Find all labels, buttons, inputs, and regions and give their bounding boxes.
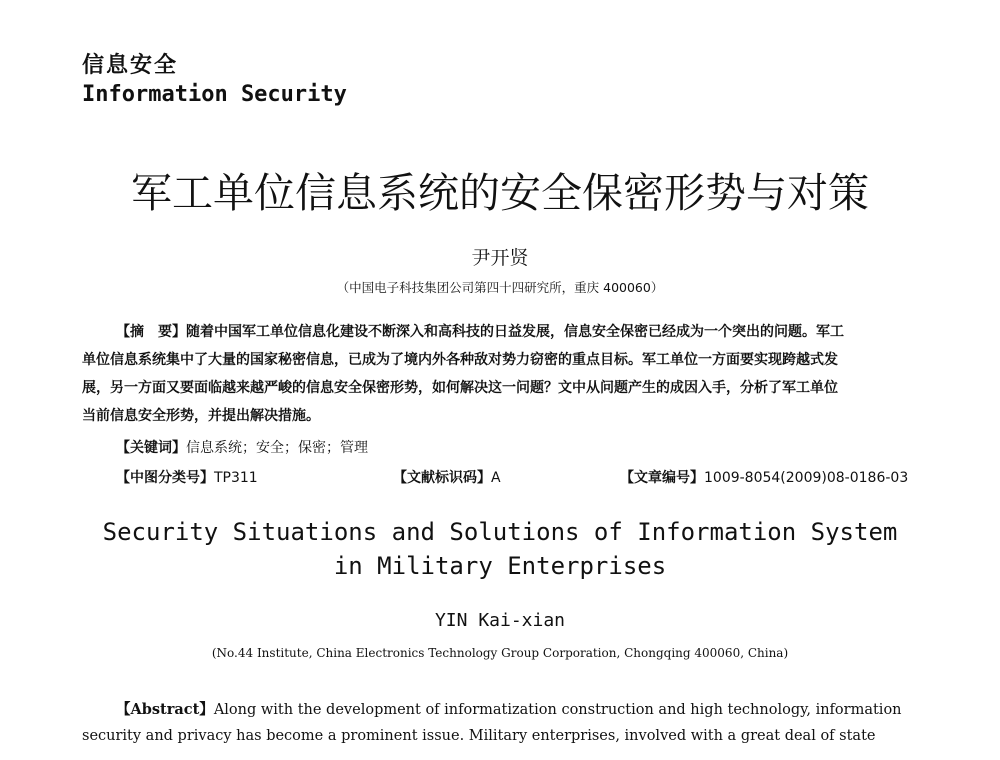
paper-title-en: Security Situations and Solutions of Information System in Military Enterprises bbox=[102, 518, 898, 580]
abstract-en-line-1: 【Abstract】Along with the development of informatization construction and high technology, information bbox=[116, 701, 902, 718]
keywords-value: 信息系统；安全；保密；管理 bbox=[186, 440, 368, 456]
abstract-en-line-2: security and privacy has become a prominent issue. Military enterprises, involved with a great deal of state bbox=[82, 728, 876, 744]
author-cn: 尹开贤 bbox=[471, 247, 529, 269]
affiliation-cn: （中国电子科技集团公司第四十四研究所，重庆 400060） bbox=[336, 280, 664, 295]
abstract-cn-line-4: 当前信息安全形势，并提出解决措施。 bbox=[82, 408, 320, 424]
abstract-cn-line-3: 展，另一方面又要面临越来越严峻的信息安全保密形势，如何解决这一问题？文中从问题产生的成因入手，分析了军工单位 bbox=[82, 380, 838, 396]
affiliation-en: (No.44 Institute, China Electronics Technology Group Corporation, Chongqing 400060, China) bbox=[211, 646, 789, 660]
document-code: 【文献标识码】A bbox=[393, 470, 501, 486]
clc-number: 【中图分类号】TP311 bbox=[116, 470, 258, 486]
keywords-cn bbox=[116, 437, 368, 457]
author-en: YIN Kai-xian bbox=[434, 610, 566, 631]
abstract-cn-line-2: 单位信息系统集中了大量的国家秘密信息，已成为了境内外各种敌对势力窃密的重点目标。军工单位一方面要实现跨越式发 bbox=[82, 352, 838, 368]
abstract-cn-line-1: 【摘 要】随着中国军工单位信息化建设不断深入和高科技的日益发展，信息安全保密已经成为一个突出的问题。军工 bbox=[116, 324, 844, 340]
abstract-cn-label: 【摘 要】 bbox=[116, 324, 186, 340]
section-label-cn: 信息安全 bbox=[82, 53, 179, 78]
paper-title-cn: 军工单位信息系统的安全保密形势与对策 bbox=[131, 169, 869, 217]
abstract-en-label: 【Abstract】 bbox=[116, 701, 214, 718]
keywords-label: 【关键词】 bbox=[116, 440, 186, 456]
section-label-en: Information Security bbox=[82, 82, 347, 107]
article-number: 【文章编号】1009-8054(2009)08-0186-03 bbox=[620, 470, 909, 486]
